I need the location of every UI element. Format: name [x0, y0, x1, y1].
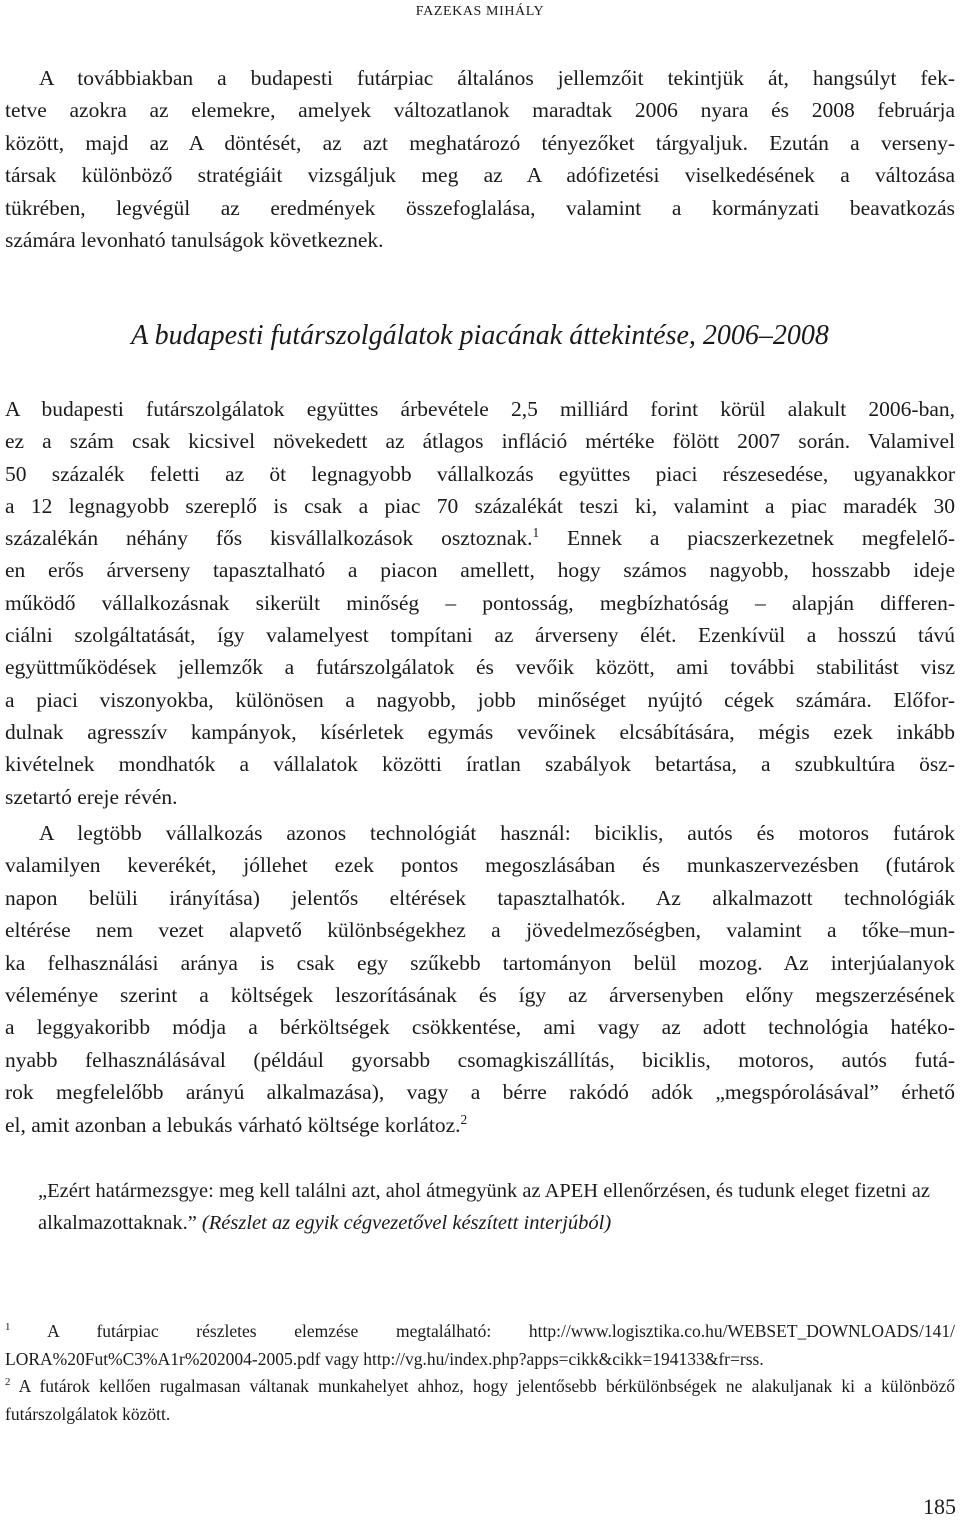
page-number: 185 [923, 1494, 956, 1519]
footnote-text: A futárok kellően rugalmasan váltanak munkahelyet ahhoz, hogy jelentősebb bérkülönbségek ne alakuljanak ki a különböző futárszolgálatok között. [5, 1376, 955, 1424]
intro-line: tükrében, legvégül az eredmények összefoglalása, valamint a kormányzati beavatkozás [5, 195, 955, 220]
market-line: kivételnek mondhatók a vállalatok közötti íratlan szabályok betartása, a szubkultúra ösz- [5, 752, 955, 777]
market-line: A budapesti futárszolgálatok együttes árbevétele 2,5 milliárd forint körül alakult 2006-ban, [5, 397, 955, 421]
market-line-with-footnote [5, 522, 955, 554]
market-line: ez a szám csak kicsivel növekedett az átlagos infláció mértéke fölött 2007 során. Valamivel [5, 429, 955, 454]
tech-line: valamilyen keverékét, jóllehet ezek pontos megoszlásában és munkaszervezésben (futárok [5, 853, 955, 878]
market-paragraph [5, 393, 955, 813]
market-line-tail: Ennek a piacszerkezetnek megfelelő- [539, 526, 955, 551]
footnote-marker: 1 [5, 1321, 11, 1334]
market-line: a piaci viszonyokba, különösen a nagyobb, jobb minőséget nyújtó cégek számára. Előfor- [5, 687, 955, 712]
intro-line: között, majd az A döntését, az azt meghatározó tényezőket tárgyaljuk. Ezután a verseny- [5, 130, 955, 155]
market-line: százalékán néhány fős kisvállalkozások osztoznak. [5, 526, 533, 551]
tech-line: A legtöbb vállalkozás azonos technológiát használ: biciklis, autós és motoros futárok [39, 821, 955, 845]
quote-text: „Ezért határmezsgye: meg kell találni azt, ahol átmegyünk az APEH ellenőrzésen, és tudunk eleget fizetni az alkalmazottaknak.” [38, 1180, 930, 1234]
tech-line: a leggyakoribb módja a bérköltségek csökkentése, ami vagy az adott technológia hatéko- [5, 1015, 955, 1040]
tech-line: nyabb felhasználásával (például gyorsabb csomagkiszállítás, biciklis, motoros, autós futá- [5, 1047, 955, 1072]
intro-line: társak különböző stratégiáit vizsgáljuk meg az A adófizetési viselkedésének a változása [5, 163, 955, 188]
footnote-2 [5, 1373, 955, 1428]
technology-paragraph [5, 817, 955, 1141]
market-line: szetartó ereje révén. [5, 784, 178, 809]
running-head: FAZEKAS MIHÁLY [415, 4, 545, 19]
tech-line: el, amit azonban a lebukás várható költsége korlátoz. [5, 1112, 461, 1137]
section-heading: A budapesti futárszolgálatok piacának áttekintése, 2006–2008 [131, 320, 829, 351]
tech-line: véleménye szerint a költségek leszorításának és így az árversenyben előny megszerzésének [5, 983, 955, 1008]
quote-source: (Részlet az egyik cégvezetővel készített interjúból) [201, 1212, 612, 1234]
footnote-marker: 2 [5, 1376, 11, 1389]
tech-line: rok megfelelőbb arányú alkalmazása), vagy a bérre rakódó adók „megspórolásával” érhető [5, 1080, 955, 1105]
tech-line-with-footnote [5, 1109, 955, 1141]
intro-line: tetve azokra az elemekre, amelyek változatlanok maradtak 2006 nyara és 2008 februárja [5, 98, 955, 123]
intro-line: számára levonható tanulságok következnek. [5, 228, 384, 253]
market-line: a 12 legnagyobb szereplő is csak a piac 70 százalékát teszi ki, valamint a piac maradék 30 [5, 493, 955, 518]
market-line: 50 százalék feletti az öt legnagyobb vállalkozás együttes piaci részesedése, ugyanakkor [5, 461, 955, 486]
market-line: ciálni szolgáltatását, így valamelyest tompítani az árverseny élét. Ezenkívül a hosszú távú [5, 623, 955, 648]
tech-line: eltérése nem vezet alapvető különbségekhez a jövedelmezőségben, valamint a tőke–mun- [5, 918, 955, 943]
tech-line: ka felhasználási aránya is csak egy szűkebb tartományon belül mozog. Az interjúalanyok [5, 950, 955, 975]
market-line: en erős árverseny tapasztalható a piacon amellett, hogy számos nagyobb, hosszabb ideje [5, 558, 955, 583]
market-line: együttműködések jellemzők a futárszolgálatok és vevőik között, ami további stabilitást visz [5, 655, 955, 680]
footnotes [5, 1318, 955, 1428]
market-line: dulnak agresszív kampányok, kísérletek egymás vevőinek elcsábítására, mégis ezek inkább [5, 719, 955, 744]
footnote-ref-1[interactable]: 1 [532, 525, 540, 541]
footnote-ref-2[interactable]: 2 [460, 1111, 468, 1127]
intro-line: A továbbiakban a budapesti futárpiac általános jellemzőit tekintjük át, hangsúlyt fek- [39, 66, 955, 90]
footnote-1 [5, 1318, 955, 1373]
intro-paragraph [5, 62, 955, 256]
interview-quote [38, 1175, 938, 1239]
market-line: működő vállalkozásnak sikerült minőség – pontosság, megbízhatóság – alapján differen- [5, 590, 955, 615]
tech-line: napon belüli irányítása) jelentős eltérések tapasztalhatók. Az alkalmazott technológiák [5, 885, 955, 910]
footnote-text: A futárpiac részletes elemzése megtalálható: http://www.logisztika.co.hu/WEBSET_DOWNLOADS/141/ LORA%20Fut%C3%A1r%202004-2005.pdf vagy http://vg.hu/index.php?apps=cikk&cikk=194133&fr=rss. [5, 1321, 955, 1369]
